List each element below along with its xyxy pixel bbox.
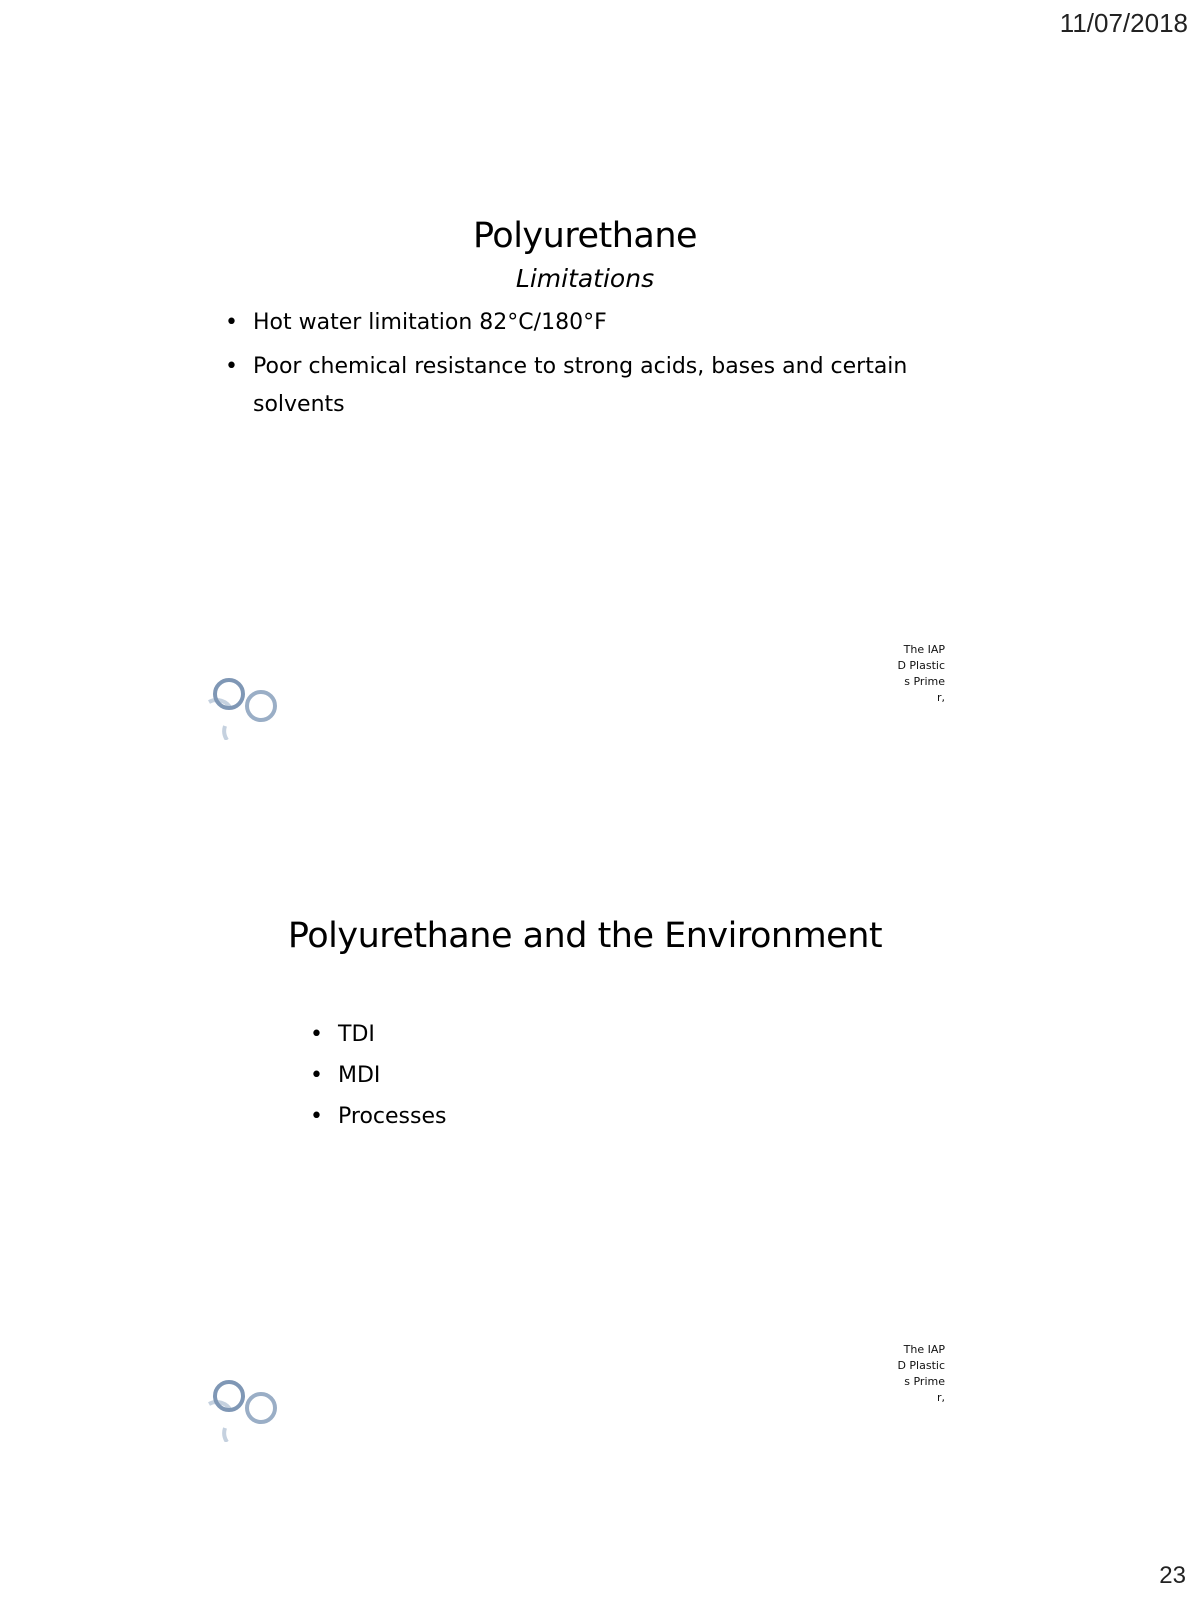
- slide-footer-note: The IAPD Plastics Primer,: [897, 1343, 945, 1404]
- bullet-text: TDI: [338, 1022, 375, 1047]
- bullet-list: [225, 304, 925, 430]
- bullet-text: Poor chemical resistance to strong acids, bases and certain solvents: [253, 354, 908, 417]
- interlocking-rings-logo-icon: [195, 676, 285, 740]
- slide-title: Polyurethane and the Environment: [287, 916, 883, 956]
- interlocking-rings-logo-icon: [195, 1378, 285, 1442]
- slide-2: [195, 880, 975, 1450]
- slide-title: Polyurethane: [472, 216, 698, 256]
- bullet-icon: •: [310, 1063, 323, 1088]
- list-item: [310, 1098, 446, 1136]
- document-date: 11/07/2018: [1059, 8, 1188, 38]
- slide-footer-note: The IAPD Plastics Primer,: [897, 643, 945, 704]
- slide-1: [195, 180, 975, 750]
- bullet-text: Hot water limitation 82°C/180°F: [253, 310, 607, 335]
- list-item: [225, 304, 925, 342]
- list-item: [310, 1057, 446, 1095]
- bullet-icon: •: [225, 310, 238, 335]
- bullet-list: [310, 1016, 446, 1139]
- bullet-icon: •: [310, 1104, 323, 1129]
- page-number: 23: [1159, 1562, 1186, 1589]
- list-item: [225, 348, 925, 424]
- bullet-icon: •: [310, 1022, 323, 1047]
- bullet-icon: •: [225, 354, 238, 379]
- slide-subtitle: Limitations: [515, 264, 655, 293]
- bullet-text: Processes: [338, 1104, 447, 1129]
- list-item: [310, 1016, 446, 1054]
- bullet-text: MDI: [338, 1063, 381, 1088]
